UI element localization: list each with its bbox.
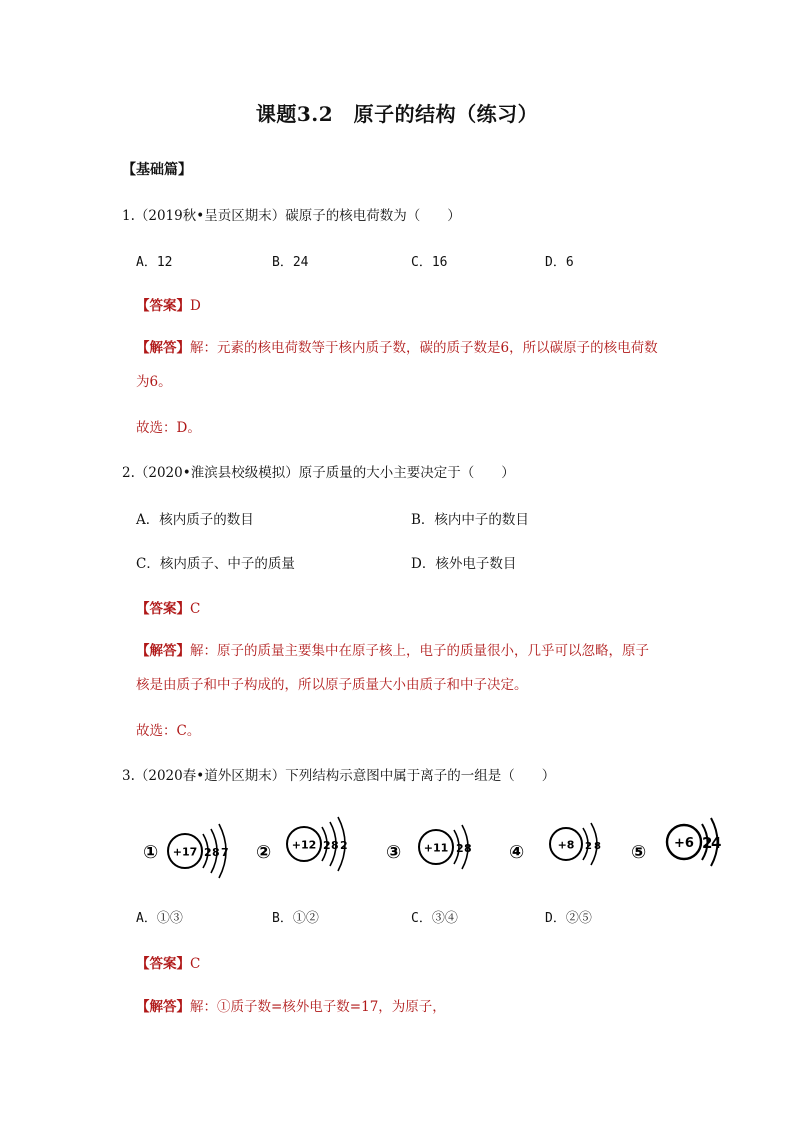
diagram-1-nucleus: +17 [172,845,198,859]
diagram-1 [143,824,229,878]
q1-answer [136,294,201,314]
shell-electron-count: 2 [340,839,348,852]
diagram-3-number: ③ [386,842,402,863]
answer-value: C [190,601,201,617]
answer-tag: 【答案】 [136,298,190,314]
shell-electron-count: 2 [323,839,331,852]
q2-option-a: A．核内质子的数目 [136,512,254,528]
q2-answer [136,597,200,617]
q3-explanation [136,990,696,1024]
q3-option-a: A．①③ [136,911,183,926]
section-heading: 【基础篇】 [122,162,192,178]
diagram-1-number: ① [143,842,159,863]
explain-line-1: 解：原子的质量主要集中在原子核上，电子的质量很小，几乎可以忽略，原子 [190,643,649,659]
q1-option-d: D．6 [545,255,574,270]
diagram-5 [631,818,721,866]
atomic-structure-diagrams [0,810,794,890]
diagram-5-nucleus: +6 [674,836,694,851]
diagram-2-number: ② [256,842,272,863]
q2-option-b: B．核内中子的数目 [411,512,529,528]
q2-option-c: C．核内质子、中子的质量 [136,556,295,572]
q3-answer [136,952,200,972]
answer-tag: 【答案】 [136,956,190,972]
q1-option-c: C．16 [411,255,448,270]
diagram-5-number: ⑤ [631,842,647,863]
q3-option-b: B．①② [272,911,319,926]
explain-line-1: 解：①质子数=核外电子数=17，为原子， [190,999,446,1015]
answer-tag: 【答案】 [136,601,190,617]
question-3-stem: 3.（2020春•道外区期末）下列结构示意图中属于离子的一组是（ ） [122,768,556,784]
q3-option-c: C．③④ [411,911,458,926]
shell-electron-count: 7 [221,846,229,859]
shell-electron-count: 2 [456,842,464,855]
explain-tag: 【解答】 [136,643,190,659]
explain-tag: 【解答】 [136,340,190,356]
diagram-4-nucleus: +8 [557,838,575,852]
shell-electron-count: 8 [594,841,601,852]
shell-electron-count: 2 [585,841,592,852]
q1-explanation [136,331,696,399]
explain-tag: 【解答】 [136,999,190,1015]
q1-option-a: A．12 [136,255,173,270]
shell-electron-count: 2 [702,834,713,852]
diagram-3 [386,825,472,869]
diagram-3-nucleus: +11 [423,841,449,855]
question-2-stem: 2.（2020•淮滨县校级模拟）原子质量的大小主要决定于（ ） [122,465,515,481]
q3-option-d: D．②⑤ [545,911,592,926]
shell-electron-count: 2 [204,846,212,859]
page-title: 课题3.2 原子的结构（练习） [255,102,539,126]
shell-electron-count: 4 [711,834,722,852]
q1-option-b: B．24 [272,255,309,270]
diagram-2 [256,817,348,871]
question-1-stem: 1.（2019秋•呈贡区期末）碳原子的核电荷数为（ ） [122,208,461,224]
shell-electron-count: 8 [212,846,220,859]
diagram-4 [509,823,601,865]
shell-electron-count: 8 [464,842,472,855]
diagram-2-nucleus: +12 [291,838,317,852]
explain-line-1: 解：元素的核电荷数等于核内质子数，碳的质子数是6，所以碳原子的核电荷数 [190,340,658,356]
diagram-4-number: ④ [509,842,525,863]
q2-explanation [136,634,696,702]
q2-option-d: D．核外电子数目 [411,556,517,572]
q1-conclusion: 故选：D。 [136,420,201,436]
shell-electron-count: 8 [331,839,339,852]
answer-value: D [190,298,201,314]
explain-line-2: 核是由质子和中子构成的，所以原子质量大小由质子和中子决定。 [136,677,528,693]
q2-conclusion: 故选：C。 [136,723,201,739]
answer-value: C [190,956,201,972]
explain-line-2: 为6。 [136,374,172,390]
